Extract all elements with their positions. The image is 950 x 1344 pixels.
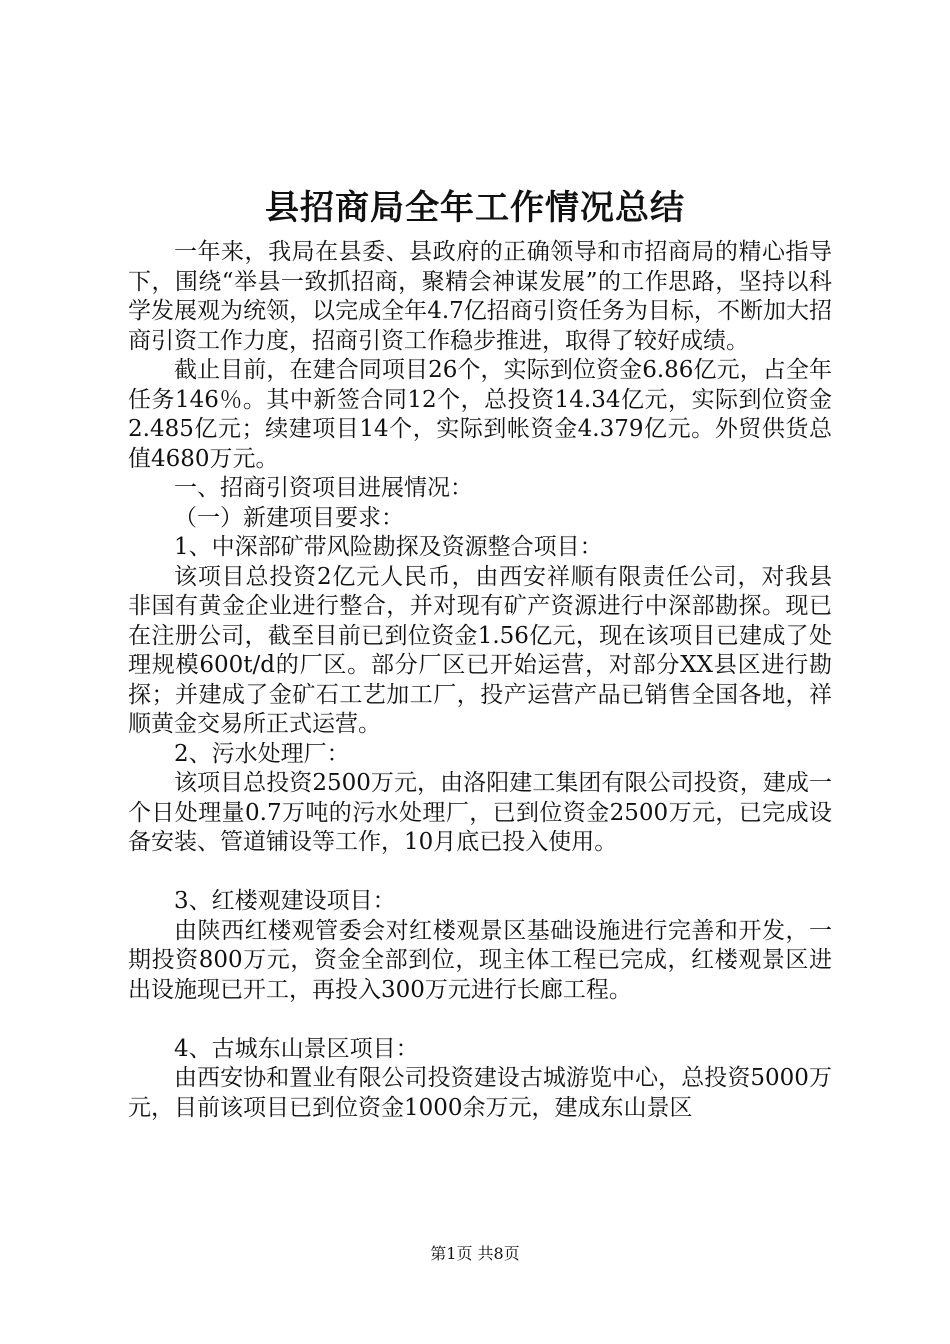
item-body-3: 由陕西红楼观管委会对红楼观景区基础设施进行完善和开发，一期投资800万元，资金全部到位，现主体工程已完成，红楼观景区进出设施现已开工，再投入300万元进行长廊工程。 (128, 917, 832, 1003)
subsection-heading: （一）新建项目要求： (174, 504, 404, 531)
document-body (128, 238, 832, 1123)
page-footer: 第1页 共8页 (430, 1244, 520, 1263)
item-body-1: 该项目总投资2亿元人民币，由西安祥顺有限责任公司，对我县非国有黄金企业进行整合，并对现有矿产资源进行中深部勘探。现已在注册公司，截至目前已到位资金1.56亿元，现在该项目已建成了处理规模600t/d的厂区。部分厂区已开始运营，对部分XX县区进行勘探；并建成了金矿石工艺加工厂，投产运营产品已销售全国各地，祥顺黄金交易所正式运营。 (128, 563, 832, 737)
section-heading: 一、招商引资项目进展情况： (174, 475, 473, 501)
document-title: 县招商局全年工作情况总结 (265, 188, 685, 228)
item-body-4: 由西安协和置业有限公司投资建设古城游览中心，总投资5000万元，目前该项目已到位资金1000余万元，建成东山景区 (128, 1065, 832, 1121)
paragraph-gap (128, 1005, 832, 1035)
item-heading-1: 1、中深部矿带风险勘探及资源整合项目： (174, 534, 603, 560)
paragraph-summary: 截止目前，在建合同项目26个，实际到位资金6.86亿元，占全年任务146％。其中新签合同12个，总投资14.34亿元，实际到位资金2.485亿元；续建项目14个，实际到帐资金4.379亿元。外贸供货总值4680万元。 (128, 357, 832, 472)
paragraph-gap (128, 858, 832, 888)
item-body-2: 该项目总投资2500万元，由洛阳建工集团有限公司投资，建成一个日处理量0.7万吨的污水处理厂，已到位资金2500万元，已完成设备安装、管道铺设等工作，10月底已投入使用。 (128, 770, 832, 855)
item-heading-2: 2、污水处理厂： (174, 740, 350, 767)
item-heading-4: 4、古城东山景区项目： (174, 1035, 419, 1062)
item-heading-3: 3、红楼观建设项目： (174, 888, 396, 914)
paragraph-intro: 一年来，我局在县委、县政府的正确领导和市招商局的精心指导下，围绕“举县一致抓招商，聚精会神谋发展”的工作思路，坚持以科学发展观为统领，以完成全年4.7亿招商引资任务为目标，不断加大招商引资工作力度，招商引资工作稳步推进，取得了较好成绩。 (128, 239, 832, 354)
